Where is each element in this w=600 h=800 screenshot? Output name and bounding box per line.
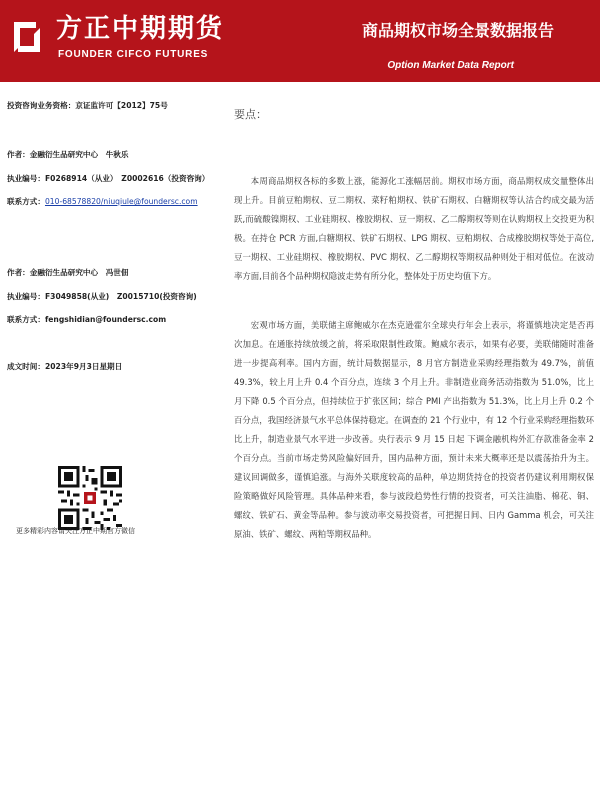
section-title: 要点： <box>234 108 267 121</box>
logo-english-name: FOUNDER CIFCO FUTURES <box>58 49 209 60</box>
main-content <box>234 106 594 544</box>
report-header <box>0 0 600 82</box>
license-info: 投资咨询业务资格：京证监许可【2012】75号 <box>7 101 168 110</box>
logo-chinese-name: 方正中期期货 <box>56 14 225 44</box>
author2-contact <box>7 314 166 325</box>
contact-label: 联系方式： <box>7 197 45 206</box>
report-date: 成文时间：2023年9月3日星期日 <box>7 362 123 371</box>
founder-logo-icon <box>10 20 44 54</box>
author2-cert: 执业编号：F3049858(从业) Z0015710(投资咨询) <box>7 292 197 301</box>
summary-paragraph-options: 本周商品期权各标的多数上涨，能源化工涨幅居前。期权市场方面，商品期权成交量整体出现上升。目前豆粕期权、豆二期权、菜籽粕期权、铁矿石期权、白糖期权等认沽合约成交最为活跃,而硫酸镍期权、工业硅期权、橡胶期权、豆一期权、乙二醇期权等则在认购期权上交投更为积极。在持仓 PCR 方面,白糖期权、铁矿石期权、LPG 期权、豆粕期权、合成橡胶期权等处于高位,豆一期权、工业硅期权、橡胶期权、PVC 期权、乙二醇期权等期权品种则处于相对低位。在波动率方面,目前各个品种期权隐波走势有所分化，整体处于历史均值下方。 <box>234 176 594 281</box>
author1-email-link[interactable]: 010-68578820/niuqiule@foundersc.com <box>44 197 198 206</box>
qr-code-icon[interactable] <box>58 466 122 530</box>
author1-name: 作者：金融衍生品研究中心 牛秋乐 <box>7 150 129 159</box>
author1-contact <box>7 196 198 207</box>
report-title: 商品期权市场全景数据报告 <box>361 21 554 40</box>
author2-name: 作者：金融衍生品研究中心 冯世佃 <box>7 268 129 277</box>
author2-email[interactable]: fengshidian@foundersc.com <box>44 315 167 324</box>
contact-label: 联系方式： <box>7 315 45 324</box>
author1-cert: 执业编号：F0268914（从业） Z0002616（投资咨询） <box>7 174 210 183</box>
qr-caption: 更多精彩内容请关注方正中期官方微信 <box>16 527 135 535</box>
report-subtitle: Option Market Data Report <box>387 60 514 71</box>
summary-paragraph-macro: 宏观市场方面，美联储主席鲍威尔在杰克逊霍尔全球央行年会上表示，将谨慎地决定是否再次加息。在通胀持续放缓之前，将采取限制性政策。鲍威尔表示，如果有必要，美联储随时准备进一步提高利率。国内方面，统计局数据显示，8 月官方制造业采购经理指数为 49.7%，前值 49.3%，较上月上升 0.4 个百分点，连续 3 个月上升。非制造业商务活动指数为 51.0%，比上月下降 0.5 个百分点，但持续位于扩张区间；综合 PMI 产出指数为 51.3%，比上月上升 0.2 个百分点，我国经济景气水平总体保持稳定。在调查的 21 个行业中，有 12 个行业采购经理指数环比上升，制造业景气水平进一步改善。央行表示 9 月 15 日起 下调金融机构外汇存款准备金率 2 个百分点。当前市场走势风险偏好回升，国内品种方面，预计未来大概率还是以震荡抬升为主。建议回调做多，谨慎追涨。与海外关联度较高的品种，单边期货持仓的投资者仍建议利用期权保险策略做好风险管理。具体品种来看，参与波段趋势性行情的投资者，可关注油脂、棉花、铜、螺纹、铁矿石、黄金等品种。参与波动率交易投资者，可把握日间、日内 Gamma 机会，可关注原油、铁矿、螺纹、两粕等期权品种。 <box>234 320 594 539</box>
